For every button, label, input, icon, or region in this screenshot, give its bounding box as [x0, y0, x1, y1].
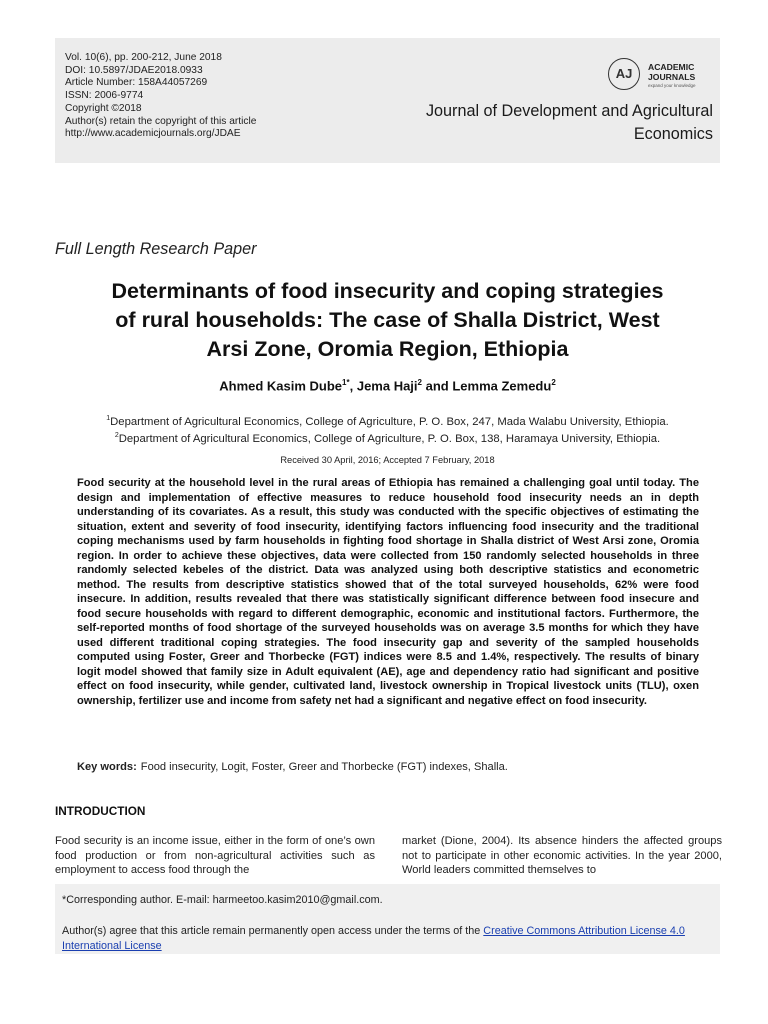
meta-article-number: Article Number: 158A44057269 [65, 77, 208, 89]
aj-logo-icon: AJ [608, 58, 640, 90]
abstract: Food security at the household level in the rural areas of Ethiopia has remained a challenging goal until today. The design and implementation of effective measures to reduce household food insecurity needs an in depth understanding of its covariates. As a result, this study was conducted with the specific objectives of estimating the situation, extent and severity of food insecurity, identifying factors influencing food insecurity and the traditional coping mechanisms used by farm households in fighting food shortage in Shalla district of West Arsi zone, Oromia region. In order to achieve these objectives, data were collected from 150 randomly selected households in three randomly selected kebeles of the district. Data was analyzed using both descriptive statistics and econometric method. The results from descriptive statistics showed that of the total surveyed households, 62% were food insecure. In addition, results revealed that there was statistically significant difference between food insecure and food secure households with regard to different demographic, economic and institutional factors. Furthermore, the self-reported months of food shortage of the surveyed households was on average 3.5 months for which they have used different traditional coping strategies. The food insecurity gap and severity of the sampled households computed using Foster, Greer and Thorbecke (FGT) indices were 8.5 and 1.4%, respectively. The results of binary logit model showed that family size in Adult equivalent (AE), age and dependency ratio had significant and positive effect on food insecurity, while gender, cultivated land, livestock ownership in Tropical livestock units (TLU), oxen ownership, fertilizer use and income from safety net had a significant and negative effect on food insecurity. [77, 477, 699, 707]
journal-header [55, 38, 720, 163]
meta-rights: Author(s) retain the copyright of this article [65, 115, 257, 127]
logo-tagline: expand your knowledge [648, 83, 696, 88]
introduction-right-column: market (Dione, 2004). Its absence hinders the affected groups not to participate in other economic activities. In the year 2000, World leaders committed themselves to [402, 835, 722, 876]
affiliation-2: $^2$Department of Agricultural Economics, College of Agriculture, P. O. Box, 138, Haramaya University, Ethiopia. [114, 432, 661, 446]
author-list: Ahmed Kasim Dube$^{1*}$, Jema Haji$^2$ and Lemma Zemedu$^2$ [219, 378, 556, 394]
keywords-text: Food insecurity, Logit, Foster, Greer and Thorbecke (FGT) indexes, Shalla. [140, 761, 508, 773]
logo-wordmark: ACADEMIC JOURNALS [648, 62, 696, 82]
paper-type: Full Length Research Paper [55, 240, 257, 258]
keywords [77, 761, 699, 773]
article-title: Determinants of food insecurity and coping strategies of rural households: The case of Shalla District, West Arsi Zone, Oromia Region, Ethiopia [111, 279, 664, 361]
academic-journals-logo [608, 58, 718, 98]
meta-volume: Vol. 10(6), pp. 200-212, June 2018 [65, 52, 222, 63]
received-accepted-dates: Received 30 April, 2016; Accepted 7 February, 2018 [280, 455, 495, 465]
meta-issn: ISSN: 2006-9774 [65, 90, 144, 102]
keywords-label: Key words: [77, 761, 137, 773]
affiliations [55, 412, 720, 447]
introduction-heading: INTRODUCTION [55, 804, 146, 818]
affiliation-1: $^1$Department of Agricultural Economics, College of Agriculture, P. O. Box, 247, Mada Walabu University, Ethiopia. [106, 415, 669, 428]
corresponding-author: *Corresponding author. E-mail: harmeetoo.kasim2010@gmail.com. [62, 894, 383, 906]
introduction-left-column: Food security is an income issue, either in the form of one’s own food production or from non-agricultural activities such as employment to access food through the [55, 835, 375, 876]
license-link[interactable]: Creative Commons Attribution License 4.0 International License [62, 925, 685, 952]
meta-url[interactable]: http://www.academicjournals.org/JDAE [65, 128, 241, 140]
footnote-box [55, 884, 720, 954]
article-metadata [65, 52, 256, 141]
meta-copyright: Copyright ©2018 [65, 102, 142, 114]
journal-title: Journal of Development and Agricultural Economics [425, 102, 713, 143]
license-statement: Author(s) agree that this article remain permanently open access under the terms of the Creative Commons Attribution License 4.0 International License [62, 925, 685, 952]
meta-doi: DOI: 10.5897/JDAE2018.0933 [65, 64, 203, 76]
